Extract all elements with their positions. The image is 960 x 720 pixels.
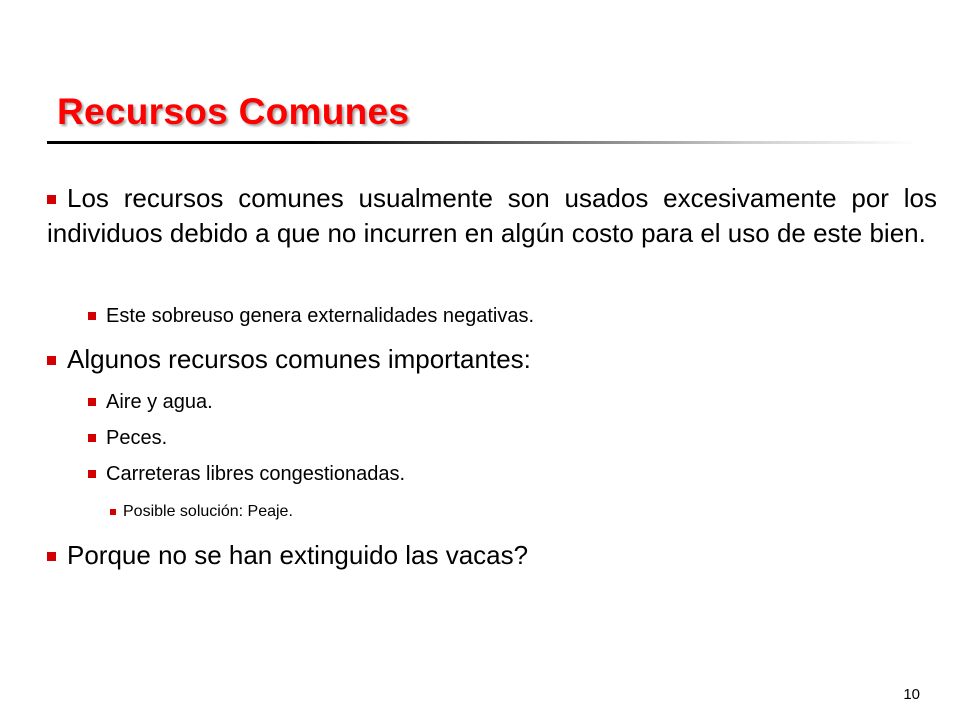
sub-bullet-congested-roads [88, 460, 405, 488]
bullet-square-icon [88, 434, 96, 442]
bullet-square-icon [47, 552, 56, 561]
sub-bullet-negative-externalities [88, 302, 534, 330]
title-underline [47, 141, 917, 144]
bullet-text: Este sobreuso genera externalidades negativas. [106, 305, 535, 327]
sub-bullet-air-water [88, 388, 213, 416]
slide-title: Recursos Comunes [57, 91, 410, 132]
bullet-square-icon [88, 398, 96, 406]
bullet-square-icon [88, 470, 96, 478]
bullet-text: Algunos recursos comunes importantes: [67, 344, 531, 374]
bullet-square-icon [110, 509, 116, 515]
bullet-text: Carreteras libres congestionadas. [106, 463, 406, 485]
bullet-text: Peces. [106, 427, 168, 449]
sub-bullet-fish [88, 424, 167, 452]
bullet-square-icon [47, 356, 56, 365]
bullet-text: Porque no se han extinguido las vacas? [67, 540, 529, 570]
bullet-text: Posible solución: Peaje. [123, 503, 293, 520]
bullet-square-icon [88, 312, 96, 320]
bullet-common-resources-overuse [47, 181, 937, 251]
bullet-text: Aire y agua. [106, 391, 213, 413]
bullet-cows-question [47, 538, 528, 573]
bullet-important-common-resources [47, 342, 531, 377]
bullet-text: Los recursos comunes usualmente son usados excesivamente por los individuos debido a que no incurren en algún costo para el uso de este bien. [47, 183, 937, 248]
bullet-square-icon [47, 195, 56, 204]
sub-sub-bullet-toll-solution [110, 501, 293, 523]
page-number: 10 [903, 686, 920, 703]
